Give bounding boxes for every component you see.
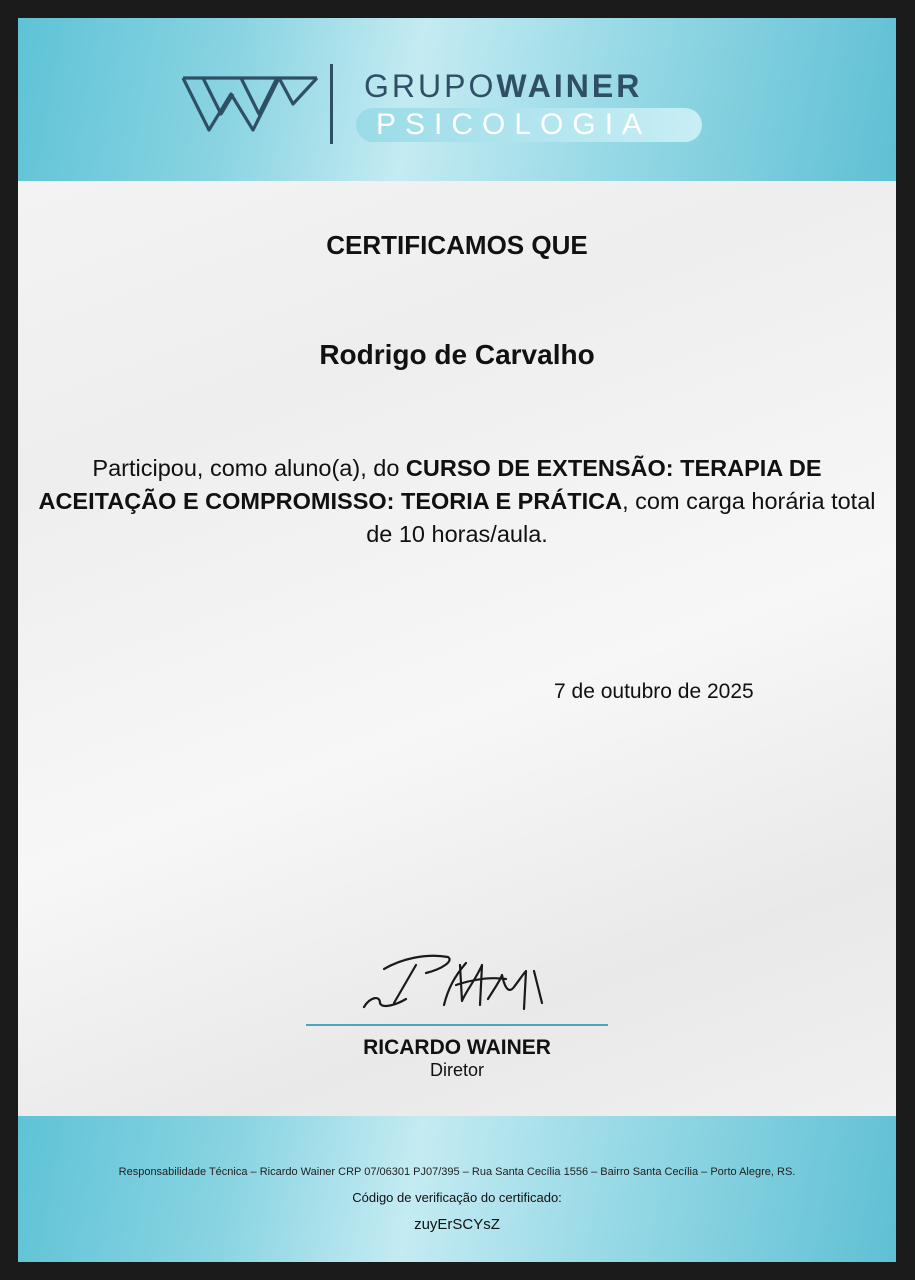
certificate-heading: CERTIFICAMOS QUE xyxy=(326,230,588,260)
issue-date: 7 de outubro de 2025 xyxy=(554,680,754,703)
brand-name-part1: GRUPO xyxy=(364,68,497,104)
body-prefix: Participou, como aluno(a), do xyxy=(92,455,406,481)
technical-responsibility: Responsabilidade Técnica – Ricardo Wainer CRP 07/06301 PJ07/395 – Rua Santa Cecília 1556 – Bairro Santa Cecília – Porto Alegre, RS. xyxy=(118,1166,796,1178)
logo-divider xyxy=(330,64,333,144)
w-monogram-icon xyxy=(181,74,319,134)
certificate-page xyxy=(18,18,896,1262)
signatory-name: RICARDO WAINER xyxy=(363,1036,551,1059)
certificate-body xyxy=(38,452,876,551)
brand-tagline: PSICOLOGIA xyxy=(376,108,652,141)
signatory-role: Diretor xyxy=(429,1060,484,1080)
student-name: Rodrigo de Carvalho xyxy=(319,339,595,370)
brand-name xyxy=(364,68,642,105)
verification-label: Código de verificação do certificado: xyxy=(352,1190,562,1205)
signature-line xyxy=(306,1024,608,1026)
body-suffix: , com carga horária total de 10 horas/aula. xyxy=(366,488,876,547)
header-band xyxy=(18,18,896,181)
course-title: CURSO DE EXTENSÃO: TERAPIA DE ACEITAÇÃO E COMPROMISSO: TEORIA E PRÁTICA xyxy=(38,455,822,514)
verification-code: zuyErSCYsZ xyxy=(414,1216,500,1233)
footer-band xyxy=(18,1116,896,1262)
handwritten-signature-icon xyxy=(356,943,556,1015)
brand-name-part2: WAINER xyxy=(496,68,643,104)
